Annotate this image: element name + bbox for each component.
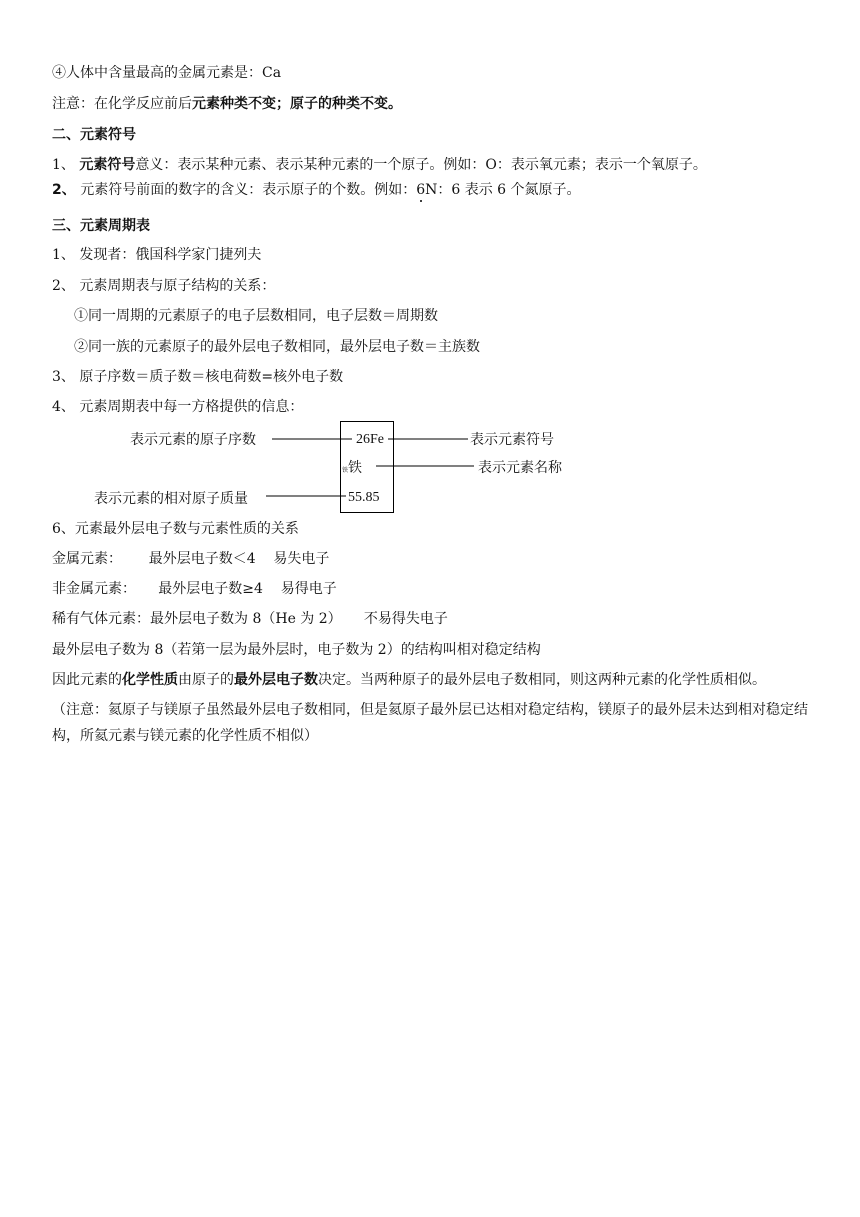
periodic-cell-info: 4、 元素周期表中每一方格提供的信息： [52,399,304,415]
periodic-relation-period: ①同一周期的元素原子的电子层数相同，电子层数＝周期数 [74,308,438,324]
note-conservation [52,95,402,113]
label-atomic-number: 表示元素的原子序数 [130,432,256,448]
noble-gas-line: 稀有气体元素：最外层电子数为 8（He 为 2） 不易得失电子 [52,611,448,627]
label-element-name: 表示元素名称 [478,460,562,476]
element-cell-name [342,460,362,480]
element-cell-name-small: 铁 [342,468,349,474]
outer-electron-bold: 最外层电子数 [234,672,318,688]
label-atomic-mass: 表示元素的相对原子质量 [94,491,248,507]
symbol-number-line [52,181,581,199]
stable-structure-line: 最外层电子数为 8（若第一层为最外层时，电子数为 2）的结构叫相对稳定结构 [52,642,541,658]
label-element-symbol: 表示元素符号 [470,432,554,448]
heading-element-symbol: 二、元素符号 [52,127,136,143]
chemical-property-mid: 由原子的 [178,672,234,688]
symbol-number-text: 元素符号前面的数字的含义：表示原子的个数。例如： [80,182,417,198]
chemical-property-rest: 决定。当两种原子的最外层电子数相同，则这两种元素的化学性质相似。 [318,672,766,688]
note-helium-magnesium: （注意：氦原子与镁原子虽然最外层电子数相同，但是氦原子最外层已达相对稳定结构，镁原子的最外层未达到相对稳定结构，所氦元素与镁元素的化学性质不相似） [52,702,808,744]
symbol-meaning-line [52,156,707,174]
symbol-number-rest: N：6 表示 6 个氮原子。 [425,182,581,198]
heading-periodic-table: 三、元素周期表 [52,218,150,234]
symbol-meaning-text: 意义：表示某种元素、表示某种元素的一个原子。例如：O：表示氧元素；表示一个氧原子。 [135,157,707,173]
periodic-discoverer: 1、 发现者：俄国科学家门捷列夫 [52,247,262,263]
metal-elements-line: 金属元素： 最外层电子数＜4 易失电子 [52,551,330,567]
nonmetal-elements-line: 非金属元素： 最外层电子数≥4 易得电子 [52,581,337,597]
chemical-property-bold: 化学性质 [122,672,178,688]
periodic-relation: 2、 元素周期表与原子结构的关系： [52,278,276,294]
periodic-relation-group: ②同一族的元素原子的最外层电子数相同，最外层电子数＝主族数 [74,339,480,355]
symbol-number-index: 2、 [52,182,76,198]
symbol-meaning-number: 1、 [52,157,75,173]
symbol-number-digit: 6 [416,182,426,198]
atomic-number-equation: 3、 原子序数＝质子数＝核电荷数=核外电子数 [52,369,344,385]
chemical-property-prefix: 因此元素的 [52,672,122,688]
note-conservation-prefix: 注意：在化学反应前后 [52,96,192,112]
chemical-property-line [52,671,766,689]
element-cell-atomic-symbol: 26Fe [356,432,384,447]
element-cell-name-large: 铁 [348,461,363,476]
note-conservation-bold: 元素种类不变；原子的种类不变。 [192,96,402,112]
line-calcium: ④人体中含量最高的金属元素是：Ca [52,65,282,81]
element-cell-mass: 55.85 [348,490,380,505]
symbol-meaning-bold: 元素符号 [79,157,136,173]
outer-electron-relation: 6、元素最外层电子数与元素性质的关系 [52,521,299,537]
